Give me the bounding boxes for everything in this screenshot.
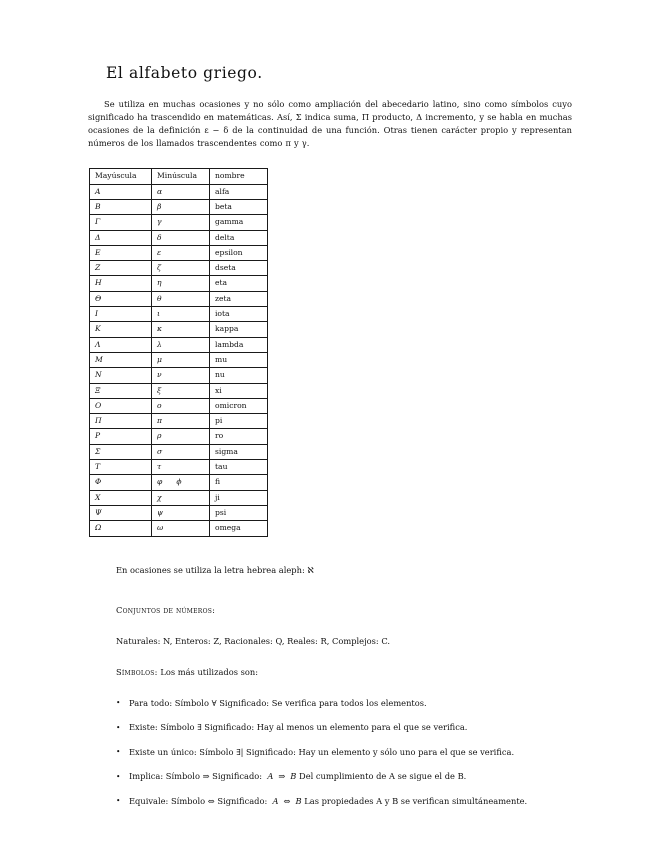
lowercase-glyph: δ [157, 232, 162, 242]
post-table-sections [88, 552, 572, 808]
cell-name: pi [210, 414, 268, 429]
cell-uppercase: Χ [90, 490, 152, 505]
cell-lowercase [152, 230, 210, 245]
cell-lowercase [152, 505, 210, 520]
cell-name: gamma [210, 215, 268, 230]
cell-lowercase [152, 184, 210, 199]
table-row [90, 383, 268, 398]
table-row [90, 230, 268, 245]
cell-uppercase: Ψ [90, 505, 152, 520]
formula-left-operand: A [267, 771, 274, 781]
cell-name: omega [210, 521, 268, 536]
sets-section-heading: Conjuntos de números: [116, 604, 216, 615]
symbol-meaning-label: Significado: [243, 746, 296, 757]
greek-table-body [90, 184, 268, 536]
cell-lowercase [152, 460, 210, 475]
cell-uppercase: Η [90, 276, 152, 291]
symbol-glyph: ∃| [236, 746, 244, 757]
document-content [88, 64, 572, 819]
symbol-item-intro: Símbolo [157, 722, 198, 732]
cell-name: sigma [210, 444, 268, 459]
lowercase-glyph: σ [157, 446, 163, 456]
cell-uppercase: Γ [90, 215, 152, 230]
intro-paragraph: Se utiliza en muchas ocasiones y no sólo como ampliación del abecedario latino, sino como símbolos cuyo significado ha trascendido en matemáticas. Así, Σ indica suma, Π producto, Δ incremento, y se habla en muchas ocasiones de la definición ε − δ de la continuidad de una función. Otras tienen carácter propio y representan números de los llamados trascendentes como π y γ. [88, 99, 572, 149]
cell-uppercase: Ω [90, 521, 152, 536]
cell-lowercase [152, 352, 210, 367]
cell-lowercase [152, 429, 210, 444]
cell-lowercase [152, 398, 210, 413]
lowercase-glyph: α [157, 186, 163, 196]
cell-lowercase [152, 245, 210, 260]
symbol-meaning-label: Significado: [214, 795, 268, 806]
cell-uppercase: Ο [90, 398, 152, 413]
cell-lowercase [152, 414, 210, 429]
lowercase-glyph: κ [157, 324, 162, 334]
formula-left-operand: A [272, 795, 279, 806]
cell-uppercase: Ι [90, 307, 152, 322]
symbol-meaning-label: Significado: [201, 722, 255, 732]
lowercase-glyph: ν [157, 370, 162, 380]
cell-uppercase: Δ [90, 230, 152, 245]
table-row [90, 261, 268, 276]
lowercase-glyph: ξ [157, 385, 162, 395]
cell-name: tau [210, 460, 268, 475]
lowercase-glyph: π [157, 416, 162, 426]
cell-lowercase [152, 199, 210, 214]
cell-name: zeta [210, 291, 268, 306]
symbol-item-label: Implica: [129, 771, 164, 781]
lowercase-variant-glyph: ϕ [176, 477, 182, 487]
lowercase-glyph: λ [157, 339, 162, 349]
cell-lowercase [152, 307, 210, 322]
table-row [90, 368, 268, 383]
table-row [90, 505, 268, 520]
symbol-item-meaning: Las propiedades A y B se verifican simultáneamente. [301, 795, 528, 806]
symbol-glyph: ⇒ [202, 771, 210, 781]
cell-name: kappa [210, 322, 268, 337]
table-row [90, 291, 268, 306]
greek-alphabet-table-wrapper [89, 168, 572, 536]
cell-uppercase: Κ [90, 322, 152, 337]
symbol-item-meaning: Hay al menos un elemento para el que se verifica. [254, 722, 468, 732]
table-row [90, 276, 268, 291]
list-item [116, 746, 572, 759]
page-title: El alfabeto griego. [106, 64, 263, 82]
cell-uppercase: Ζ [90, 261, 152, 276]
cell-uppercase: Τ [90, 460, 152, 475]
cell-lowercase [152, 322, 210, 337]
cell-name: beta [210, 199, 268, 214]
lowercase-glyph: ζ [157, 263, 162, 273]
cell-uppercase: Ρ [90, 429, 152, 444]
cell-name: psi [210, 505, 268, 520]
table-row [90, 245, 268, 260]
cell-lowercase [152, 444, 210, 459]
cell-uppercase: Α [90, 184, 152, 199]
table-row [90, 352, 268, 367]
lowercase-glyph: η [157, 278, 162, 288]
lowercase-glyph: μ [157, 354, 162, 364]
cell-name: ro [210, 429, 268, 444]
cell-name: epsilon [210, 245, 268, 260]
table-header-row [90, 169, 268, 184]
table-row [90, 429, 268, 444]
cell-name: delta [210, 230, 268, 245]
list-item [116, 770, 572, 783]
cell-uppercase: Ξ [90, 383, 152, 398]
table-row [90, 337, 268, 352]
table-row [90, 460, 268, 475]
cell-uppercase: Π [90, 414, 152, 429]
aleph-symbol: ℵ [307, 564, 314, 575]
symbols-heading-label: Símbolos: [116, 666, 158, 677]
symbols-heading-rest: Los más utilizados son: [157, 666, 258, 677]
symbol-glyph: ∃ [197, 722, 202, 732]
cell-lowercase [152, 368, 210, 383]
table-row [90, 322, 268, 337]
lowercase-glyph: ο [157, 400, 162, 410]
cell-uppercase: Λ [90, 337, 152, 352]
list-item [116, 795, 572, 808]
symbol-item-meaning: Hay un elemento y sólo uno para el que se verifica. [295, 746, 515, 757]
cell-lowercase [152, 383, 210, 398]
symbol-item-intro: Símbolo [168, 795, 208, 806]
table-row [90, 184, 268, 199]
cell-lowercase [152, 261, 210, 276]
cell-name: xi [210, 383, 268, 398]
cell-uppercase: Ε [90, 245, 152, 260]
hebrew-note-text: En ocasiones se utiliza la letra hebrea aleph: [116, 564, 308, 575]
symbol-glyph: ⇔ [207, 795, 215, 806]
symbol-item-intro: Símbolo [196, 746, 237, 757]
cell-name: fi [210, 475, 268, 490]
lowercase-glyph: τ [157, 462, 162, 472]
lowercase-glyph: β [157, 201, 162, 211]
formula-right-operand: B [295, 795, 302, 806]
cell-lowercase [152, 521, 210, 536]
column-header-lowercase: Minúscula [152, 169, 210, 184]
cell-uppercase: Ν [90, 368, 152, 383]
table-row [90, 199, 268, 214]
cell-name: ji [210, 490, 268, 505]
symbol-meaning-label: Significado: [209, 771, 263, 781]
lowercase-glyph: ρ [157, 431, 162, 441]
symbol-meaning-label: Significado: [216, 697, 270, 708]
column-header-name: nombre [210, 169, 268, 184]
column-header-uppercase: Mayúscula [90, 169, 152, 184]
formula-operator: ⇔ [283, 795, 291, 806]
table-row [90, 490, 268, 505]
table-row [90, 521, 268, 536]
lowercase-glyph: χ [157, 492, 162, 502]
list-item [116, 721, 572, 734]
symbol-item-intro: Símbolo [172, 697, 212, 708]
cell-lowercase [152, 291, 210, 306]
lowercase-glyph: ψ [157, 507, 163, 517]
symbol-item-label: Existe: [129, 722, 158, 732]
greek-alphabet-table [89, 168, 268, 536]
symbol-glyph: ∀ [211, 697, 217, 708]
table-row [90, 215, 268, 230]
cell-name: mu [210, 352, 268, 367]
symbols-list [88, 697, 572, 808]
symbols-section-heading [116, 666, 572, 679]
cell-name: alfa [210, 184, 268, 199]
lowercase-glyph: θ [157, 293, 162, 303]
cell-name: iota [210, 307, 268, 322]
cell-name: dseta [210, 261, 268, 276]
cell-uppercase: Β [90, 199, 152, 214]
cell-lowercase [152, 215, 210, 230]
lowercase-glyph: ω [157, 523, 164, 533]
table-row [90, 475, 268, 490]
table-row [90, 398, 268, 413]
formula-operator: ⇒ [278, 771, 286, 781]
table-row [90, 444, 268, 459]
cell-name: omicron [210, 398, 268, 413]
table-row [90, 307, 268, 322]
list-item [116, 697, 572, 710]
cell-lowercase [152, 337, 210, 352]
symbol-item-label: Para todo: [129, 697, 173, 708]
cell-uppercase: Θ [90, 291, 152, 306]
cell-uppercase: Μ [90, 352, 152, 367]
cell-lowercase [152, 276, 210, 291]
lowercase-glyph: φ [157, 477, 163, 487]
formula-right-operand: B [290, 771, 297, 781]
lowercase-glyph: γ [157, 217, 162, 227]
hebrew-aleph-note [116, 564, 572, 577]
cell-lowercase [152, 490, 210, 505]
lowercase-glyph: ε [157, 247, 162, 257]
symbol-item-label: Existe un único: [129, 746, 197, 757]
symbol-item-label: Equivale: [129, 795, 169, 806]
cell-name: nu [210, 368, 268, 383]
sets-section-line: Naturales: N, Enteros: Z, Racionales: Q, Reales: R, Complejos: C. [116, 635, 391, 646]
symbol-item-intro: Símbolo [163, 771, 203, 781]
cell-uppercase: Σ [90, 444, 152, 459]
cell-name: lambda [210, 337, 268, 352]
symbol-item-meaning: Del cumplimiento de A se sigue el de B. [296, 771, 467, 781]
table-row [90, 414, 268, 429]
symbol-item-meaning: Se verifica para todos los elementos. [269, 697, 427, 708]
cell-lowercase [152, 475, 210, 490]
cell-name: eta [210, 276, 268, 291]
lowercase-glyph: ι [157, 309, 160, 319]
cell-uppercase: Φ [90, 475, 152, 490]
